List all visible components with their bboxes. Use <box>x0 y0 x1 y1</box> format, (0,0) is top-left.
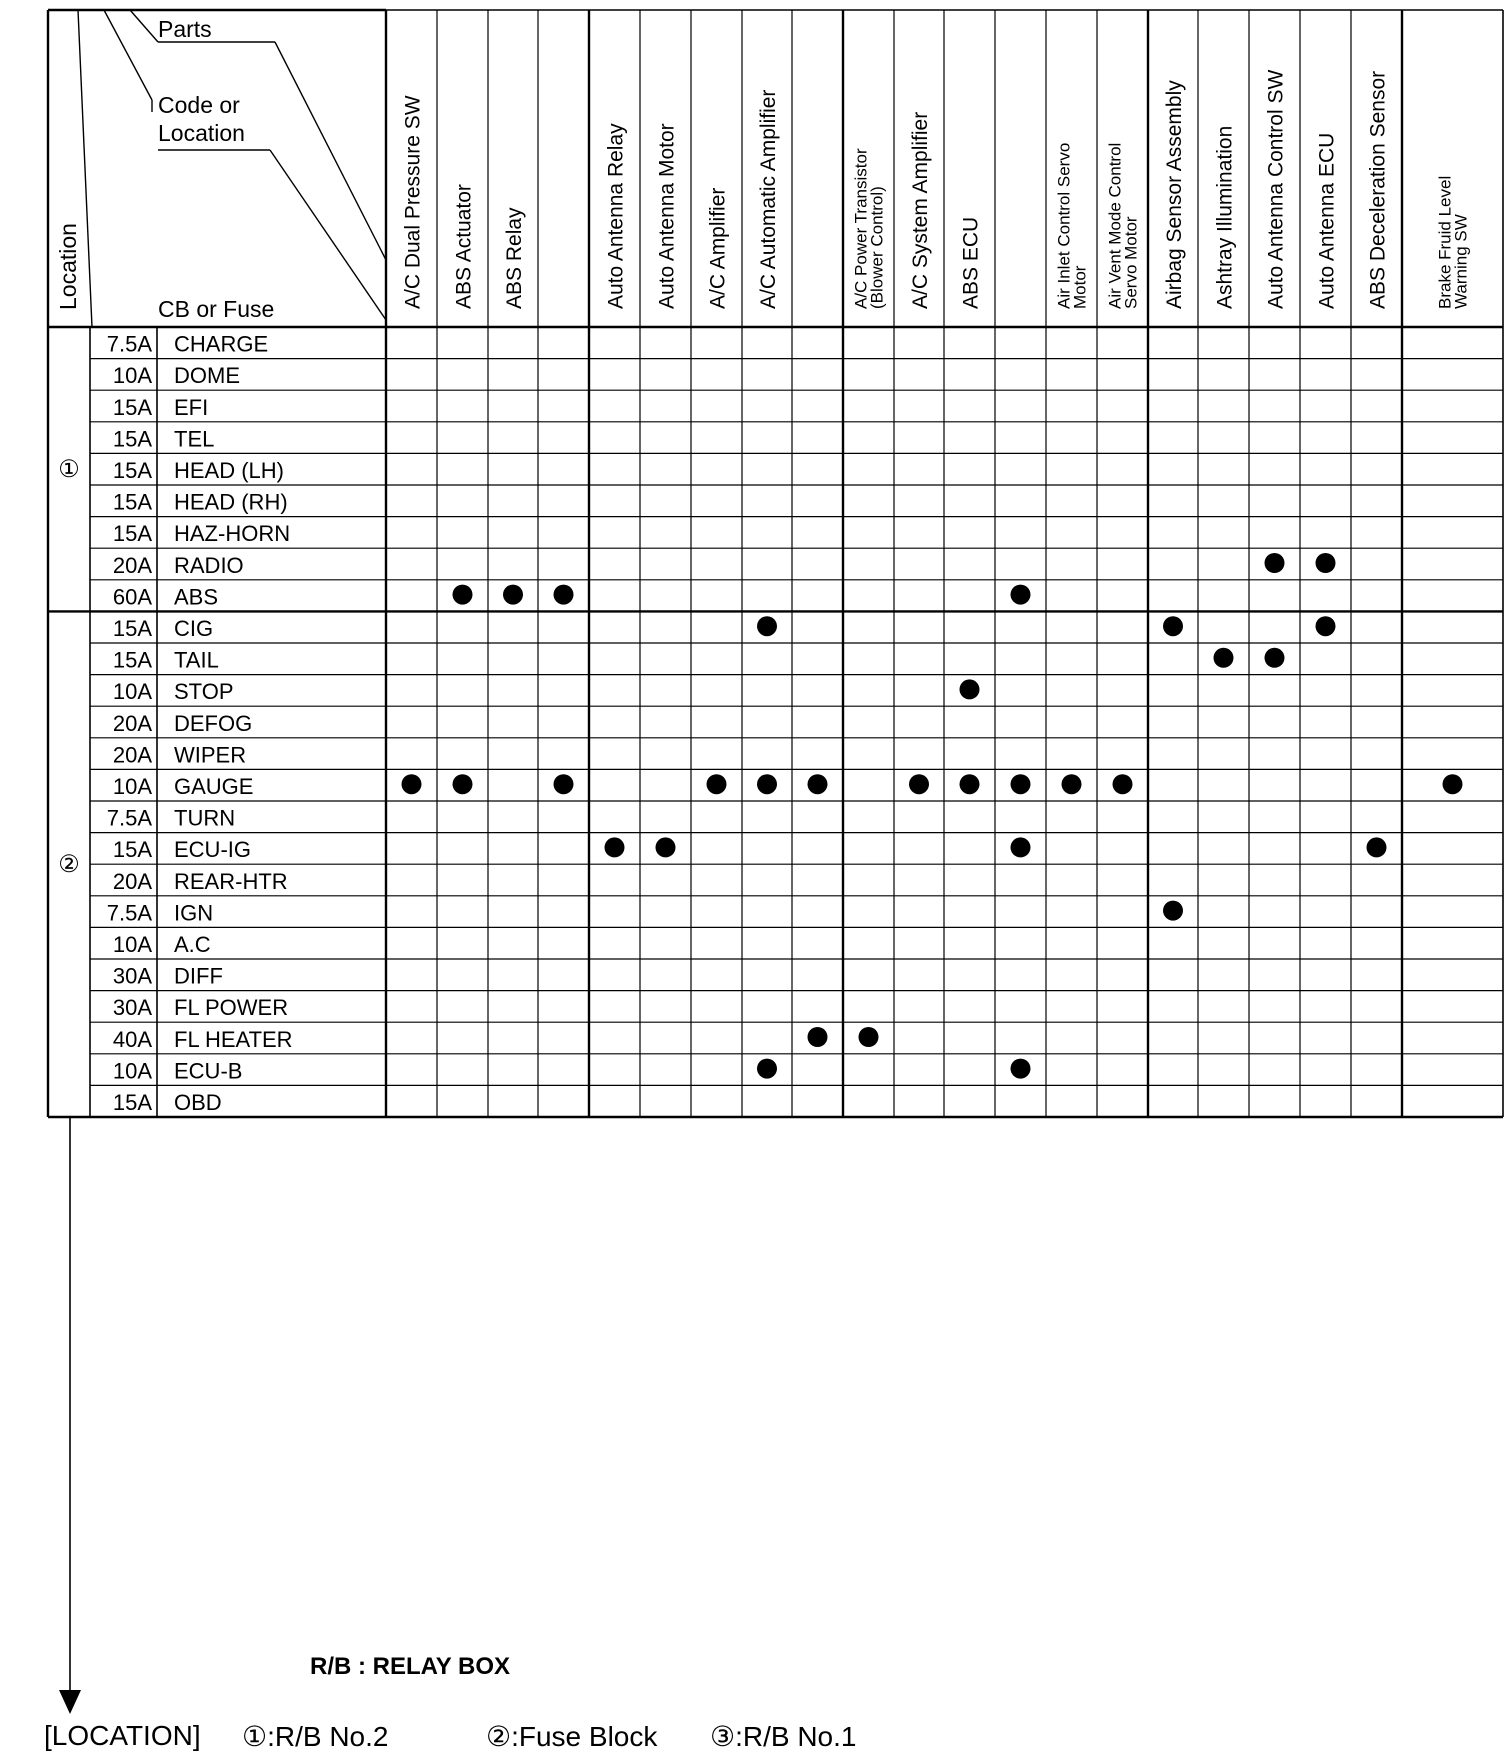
connection-dot <box>757 1059 777 1079</box>
row-amp: 7.5A <box>106 331 152 357</box>
row-amp: 30A <box>112 995 152 1021</box>
connection-dot <box>605 837 625 857</box>
row-name: IGN <box>174 900 214 926</box>
connection-dot <box>1316 616 1336 636</box>
legend-item-2: ②:Fuse Block <box>486 1721 658 1752</box>
row-amp: 10A <box>112 363 152 389</box>
connection-dot <box>757 616 777 636</box>
row-name: WIPER <box>174 742 247 768</box>
connection-dot <box>656 837 676 857</box>
row-name: DEFOG <box>174 710 253 736</box>
row-name: DOME <box>174 363 240 389</box>
column-label: Servo Motor <box>1121 216 1141 309</box>
connection-dot <box>453 774 473 794</box>
column-label: Auto Antenna Motor <box>655 123 679 309</box>
column-label: ABS Deceleration Sensor <box>1366 70 1390 309</box>
row-name: GAUGE <box>174 774 254 800</box>
connection-dot <box>1011 585 1031 605</box>
row-amp: 15A <box>112 426 152 452</box>
connection-dot <box>1113 774 1133 794</box>
connection-dot <box>1367 837 1387 857</box>
row-name: OBD <box>174 1090 222 1116</box>
row-name: FL HEATER <box>174 1026 293 1052</box>
connection-dot <box>808 774 828 794</box>
column-label: Airbag Sensor Assembly <box>1163 80 1186 309</box>
row-amp: 60A <box>112 584 152 610</box>
row-amp: 20A <box>112 868 152 894</box>
row-amp: 20A <box>112 742 152 768</box>
row-name: CHARGE <box>174 331 269 357</box>
header-diagonal <box>270 150 386 320</box>
row-amp: 40A <box>112 1026 152 1052</box>
row-name: ABS <box>174 584 219 610</box>
header-diagonal-lines <box>78 10 386 327</box>
connection-dot <box>1163 901 1183 921</box>
column-label: A/C Amplifier <box>706 187 730 309</box>
header-labels <box>55 16 274 322</box>
row-name: CIG <box>174 616 214 642</box>
connection-dot <box>453 585 473 605</box>
code-label: Code or <box>158 92 240 118</box>
connection-dot <box>1316 553 1336 573</box>
column-label: Brake Fruid Level <box>1435 175 1455 309</box>
row-amp: 15A <box>112 837 152 863</box>
column-label: Warning SW <box>1451 214 1471 309</box>
row-amp: 10A <box>112 679 152 705</box>
column-labels <box>402 70 1471 309</box>
location-header: Location <box>55 223 81 310</box>
row-amp: 20A <box>112 552 152 578</box>
connection-dot <box>1011 774 1031 794</box>
column-label: Auto Antenna ECU <box>1315 132 1339 309</box>
row-amp: 15A <box>112 616 152 642</box>
row-name: EFI <box>174 394 209 420</box>
connection-dot <box>1443 774 1463 794</box>
connection-dots <box>402 553 1463 1079</box>
connection-dot <box>1011 837 1031 857</box>
connection-dot <box>554 774 574 794</box>
row-amp: 15A <box>112 647 152 673</box>
column-label: A/C Automatic Amplifier <box>757 89 780 309</box>
legend-label: [LOCATION] <box>44 1720 201 1751</box>
row-name: ECU-IG <box>174 837 251 863</box>
row-name: RADIO <box>174 552 244 578</box>
connection-dot <box>808 1027 828 1047</box>
row-amp: 30A <box>112 963 152 989</box>
column-label: ABS Relay <box>503 207 526 309</box>
row-name: HEAD (RH) <box>174 489 288 515</box>
row-name: ECU-B <box>174 1058 243 1084</box>
column-label: A/C Dual Pressure SW <box>401 95 425 309</box>
column-label: A/C System Amplifier <box>909 111 932 309</box>
row-name: TAIL <box>174 647 219 673</box>
connection-dot <box>757 774 777 794</box>
connection-dot <box>960 679 980 699</box>
parts-label: Parts <box>158 16 212 42</box>
row-name: DIFF <box>174 963 223 989</box>
relay-box-note: R/B : RELAY BOX <box>310 1653 511 1680</box>
connection-dot <box>1163 616 1183 636</box>
column-label: Air Vent Mode Control <box>1105 142 1125 309</box>
location-group-label: ② <box>58 851 80 879</box>
row-amp: 15A <box>112 458 152 484</box>
row-name: HAZ-HORN <box>174 521 291 547</box>
row-name: TURN <box>174 805 236 831</box>
column-label: A/C Power Transistor <box>851 148 871 309</box>
connection-dot <box>909 774 929 794</box>
row-name: STOP <box>174 679 234 705</box>
row-amp: 15A <box>112 394 152 420</box>
row-amp: 15A <box>112 1090 152 1116</box>
connection-dot <box>1214 648 1234 668</box>
column-label: (Blower Control) <box>867 186 887 309</box>
header-diagonal <box>130 10 158 42</box>
connection-dot <box>1062 774 1082 794</box>
row-amp: 7.5A <box>106 805 152 831</box>
header-diagonal <box>275 42 386 260</box>
column-label: Auto Antenna Relay <box>604 123 628 309</box>
connection-dot <box>402 774 422 794</box>
arrow-head <box>59 1690 81 1714</box>
row-name: FL POWER <box>174 995 289 1021</box>
location-group-label: ① <box>58 456 80 484</box>
column-label: ABS ECU <box>959 216 983 309</box>
row-amp: 20A <box>112 710 152 736</box>
row-amp: 10A <box>112 774 152 800</box>
column-label: Ashtray Illumination <box>1213 125 1237 309</box>
row-amp: 10A <box>112 932 152 958</box>
code-label-2: Location <box>158 120 245 146</box>
column-label: Auto Antenna Control SW <box>1264 69 1288 309</box>
row-name: REAR-HTR <box>174 868 288 894</box>
legend-item-3: ③:R/B No.1 <box>710 1721 857 1752</box>
row-name: HEAD (LH) <box>174 458 285 484</box>
column-label: Air Inlet Control Servo <box>1054 142 1074 309</box>
header-diagonal <box>104 10 152 100</box>
connection-dot <box>1011 1059 1031 1079</box>
column-label: Motor <box>1070 265 1090 309</box>
location-arrow <box>59 1117 81 1714</box>
row-amp: 15A <box>112 521 152 547</box>
row-name: A.C <box>174 932 211 958</box>
row-labels <box>58 332 292 1115</box>
row-name: TEL <box>174 426 215 452</box>
connection-dot <box>1265 553 1285 573</box>
cb-fuse-label: CB or Fuse <box>158 296 275 322</box>
column-label: ABS Actuator <box>452 184 476 309</box>
row-amp: 10A <box>112 1058 152 1084</box>
connection-dot <box>707 774 727 794</box>
row-amp: 7.5A <box>106 900 152 926</box>
connection-dot <box>859 1027 879 1047</box>
connection-dot <box>554 585 574 605</box>
row-amp: 15A <box>112 489 152 515</box>
connection-dot <box>1265 648 1285 668</box>
legend-item-1: ①:R/B No.2 <box>242 1721 389 1752</box>
connection-dot <box>503 585 523 605</box>
connection-dot <box>960 774 980 794</box>
